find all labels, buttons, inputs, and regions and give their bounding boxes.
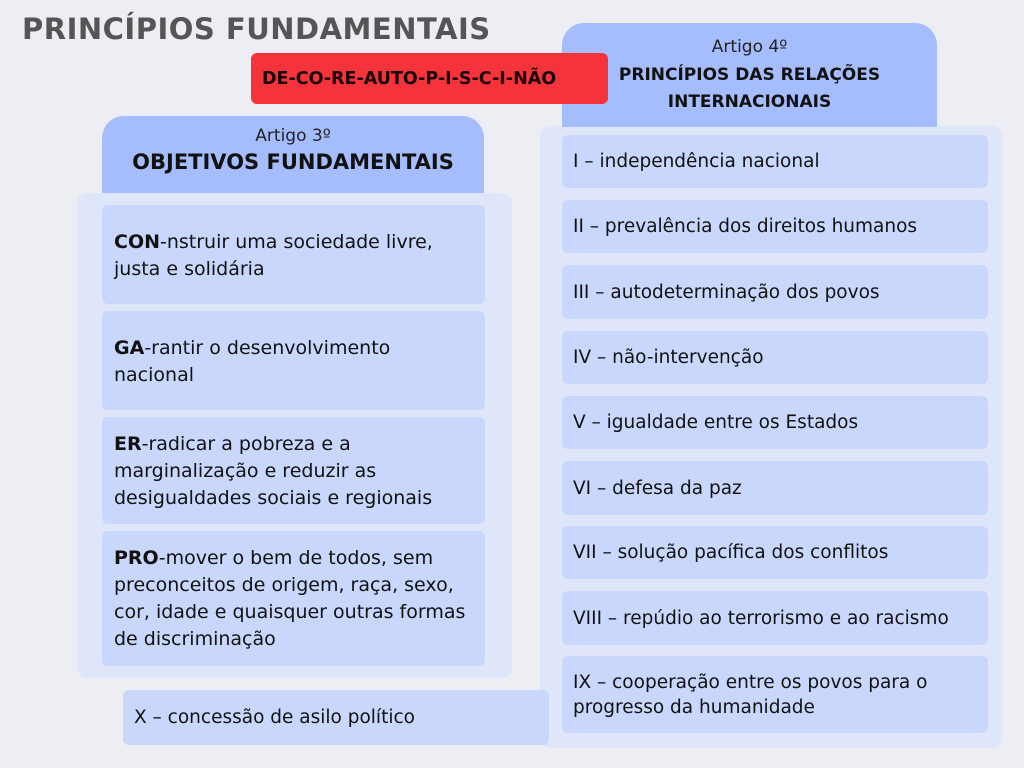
principle-item: III – autodeterminação dos povos (562, 265, 988, 319)
objective-item (102, 311, 485, 410)
principle-item-asilo: X – concessão de asilo político (123, 690, 549, 745)
objective-prefix: GA (114, 337, 145, 359)
principle-item: I – independência nacional (562, 135, 988, 188)
principle-item: VII – solução pacífica dos conflitos (562, 526, 988, 579)
principle-item: VI – defesa da paz (562, 461, 988, 515)
objective-rest: -rantir o desenvolvimento nacional (114, 337, 391, 386)
artigo4-label: Artigo 4º (711, 37, 788, 57)
mnemonic-banner: DE-CO-RE-AUTO-P-I-S-C-I-NÃO (251, 53, 608, 104)
principle-item: II – prevalência dos direitos humanos (562, 200, 988, 253)
objective-prefix: PRO (114, 547, 159, 569)
objective-text (114, 545, 473, 653)
objective-text (114, 431, 473, 512)
principle-item: IV – não-intervenção (562, 331, 988, 384)
page-title: PRINCÍPIOS FUNDAMENTAIS (22, 12, 491, 46)
principle-item: V – igualdade entre os Estados (562, 396, 988, 449)
artigo3-title: OBJETIVOS FUNDAMENTAIS (132, 150, 454, 174)
objective-item (102, 205, 485, 304)
objective-prefix: ER (114, 433, 142, 455)
objective-rest: -mover o bem de todos, sem preconceitos de origem, raça, sexo, cor, idade e quaisquer outras formas de discriminação (114, 547, 466, 650)
artigo3-label: Artigo 3º (255, 126, 331, 146)
artigo4-header (562, 23, 937, 127)
objective-rest: -nstruir uma sociedade livre, justa e solidária (114, 231, 433, 280)
objective-text (114, 229, 473, 283)
objective-rest: -radicar a pobreza e a marginalização e reduzir as desigualdades sociais e regionais (114, 433, 433, 509)
principle-item: VIII – repúdio ao terrorismo e ao racismo (562, 591, 988, 645)
objective-item (102, 417, 485, 524)
objective-text (114, 335, 473, 389)
artigo3-header (102, 116, 484, 194)
objective-prefix: CON (114, 231, 160, 253)
artigo4-title: PRINCÍPIOS DAS RELAÇÕES INTERNACIONAIS (618, 65, 881, 112)
principle-item: IX – cooperação entre os povos para o progresso da humanidade (562, 656, 988, 733)
objective-item (102, 531, 485, 666)
